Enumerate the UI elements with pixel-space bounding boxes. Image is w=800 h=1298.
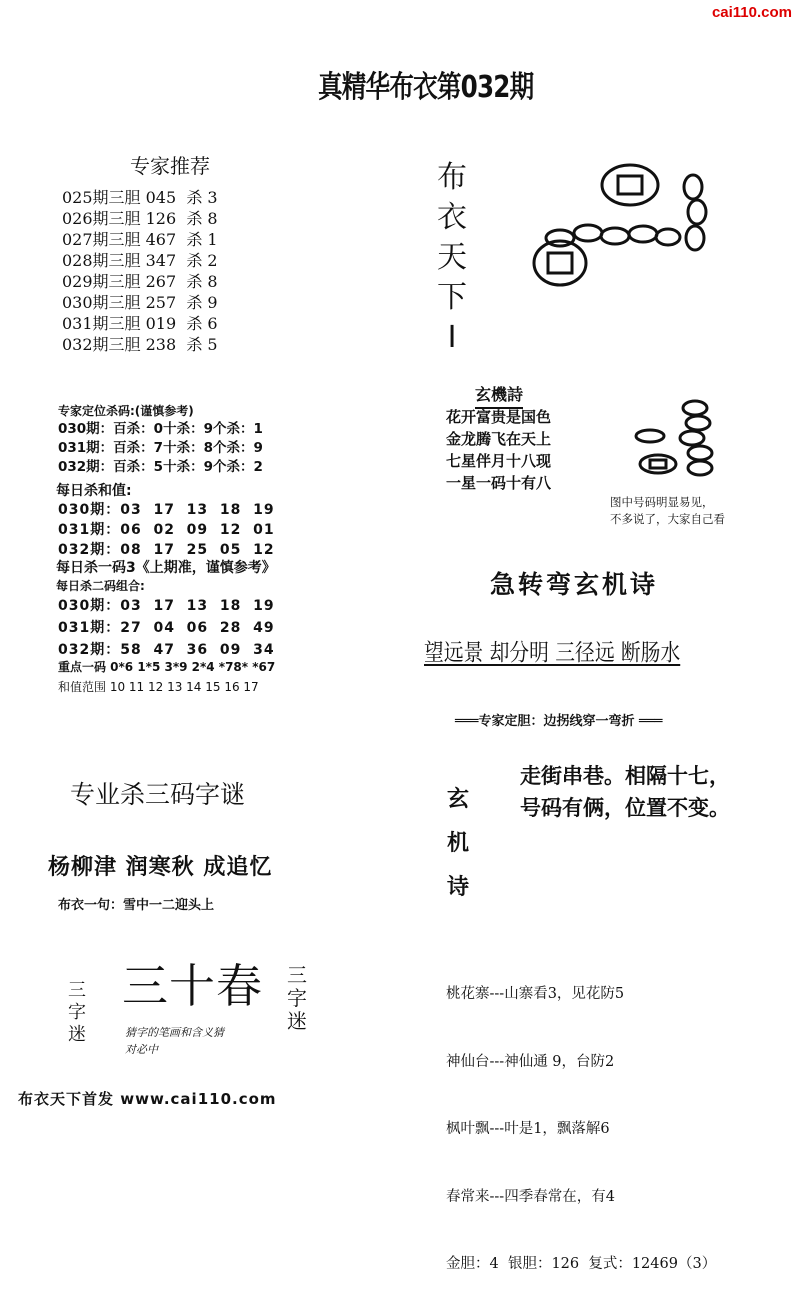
vertical-char: 机 <box>446 831 469 856</box>
note-line: 猜字的笔画和含义猜 <box>125 1026 224 1039</box>
list-item: 枫叶飘---叶是1，飘落解6 <box>446 1121 610 1137</box>
sanzi-left <box>62 980 92 1046</box>
hezhi-list <box>58 500 275 560</box>
poem-line: 七星伴月十八现 <box>446 452 552 470</box>
list-item: 030期：03 17 13 18 19 <box>58 502 275 518</box>
page-title: 真精华布衣第032期 <box>318 70 534 105</box>
riddle-word: 三十春 <box>122 959 263 1013</box>
list-item: 031期：27 04 06 28 49 <box>58 620 275 636</box>
site-watermark: cai110.com <box>711 4 792 21</box>
vertical-char: 衣 <box>437 200 467 235</box>
pro-title: 专业杀三码字谜 <box>70 780 246 809</box>
erma-title: 每日杀二码组合: <box>56 579 145 593</box>
list-item: 031期三胆 019 杀 6 <box>62 314 218 333</box>
note-line: 不多说了，大家自己看 <box>610 512 725 526</box>
vertical-char: 天 <box>437 240 467 275</box>
expert-title: 专家推荐 <box>130 154 210 178</box>
list-item: 032期：58 47 36 09 34 <box>58 642 275 658</box>
hezhi-range: 和值范围 10 11 12 13 14 15 16 17 <box>58 680 259 694</box>
list-item: 030期三胆 257 杀 9 <box>62 293 218 312</box>
list-item: 神仙台---神仙通 9，台防2 <box>446 1053 615 1070</box>
list-item: 032期三胆 238 杀 5 <box>62 335 218 354</box>
vertical-char: 布 <box>437 160 467 195</box>
text-line: 走街串巷。相隔十七， <box>520 764 730 788</box>
dingwei-list <box>58 420 263 477</box>
vertical-char: 玄 <box>446 787 469 812</box>
coins-stack-illustration <box>630 398 740 480</box>
vertical-char: I <box>447 320 457 355</box>
list-item: 031期：06 02 09 12 01 <box>58 522 275 538</box>
xuanjishi-text <box>520 760 730 824</box>
buyi-vertical <box>432 158 472 358</box>
list-item: 030期：03 17 13 18 19 <box>58 598 275 614</box>
riddle-note <box>125 1024 224 1058</box>
xuanji-note <box>610 494 725 528</box>
poem-line: 金龙腾飞在天上 <box>446 430 552 448</box>
note-line: 对必中 <box>125 1043 158 1056</box>
wang-line: 望远景 却分明 三径远 断肠水 <box>424 640 681 666</box>
list-item: 030期：百杀：0十杀：9个杀：1 <box>58 421 263 437</box>
dingwei-title: 专家定位杀码:(谨慎参考) <box>58 404 194 418</box>
vertical-char: 迷 <box>287 1009 307 1033</box>
list-item: 029期三胆 267 杀 8 <box>62 272 218 291</box>
list-item: 031期：百杀：7十杀：8个杀：9 <box>58 440 263 456</box>
list-item: 027期三胆 467 杀 1 <box>62 230 218 249</box>
vertical-char: 下 <box>437 280 467 315</box>
erma-list <box>58 595 275 661</box>
buyi-sentence: 布衣一句：雪中一二迎头上 <box>58 898 215 913</box>
hints-list <box>446 938 716 1298</box>
xuanji-title: 玄機詩 <box>475 382 523 409</box>
vertical-char: 迷 <box>68 1024 86 1045</box>
list-item: 026期三胆 126 杀 8 <box>62 209 218 228</box>
list-item: 春常来---四季春常在，有4 <box>446 1188 615 1205</box>
list-item: 025期三胆 045 杀 3 <box>62 188 218 207</box>
note-line: 图中号码明显易见， <box>610 495 714 509</box>
list-item: 桃花寨---山寨看3，见花防5 <box>446 986 625 1002</box>
vertical-char: 三 <box>287 963 307 987</box>
vertical-char: 字 <box>68 1002 86 1023</box>
list-item: 028期三胆 347 杀 2 <box>62 251 218 270</box>
coins-illustration <box>530 160 730 300</box>
poem-line: 花开富贵是国色 <box>446 408 552 426</box>
names-line: 杨柳津 润寒秋 成追忆 <box>48 855 273 880</box>
vertical-char: 诗 <box>446 875 469 900</box>
footer-text: 布衣天下首发 www.cai110.com <box>18 1090 277 1108</box>
sanzi-right <box>282 964 312 1033</box>
list-item: 032期：08 17 25 05 12 <box>58 542 275 558</box>
text-line: 号码有俩，位置不变。 <box>520 796 730 820</box>
jizhuan-title: 急转弯玄机诗 <box>490 570 659 599</box>
xuanjishi-vertical <box>440 778 476 910</box>
shayima-line: 每日杀一码3《上期准，谨慎参考》 <box>56 560 276 576</box>
xuanji-poem <box>446 406 551 494</box>
hezhi-title: 每日杀和值: <box>56 483 132 499</box>
vertical-char: 字 <box>287 986 307 1010</box>
vertical-char: 三 <box>68 980 86 1001</box>
zhongdian-line: 重点一码 0*6 1*5 3*9 2*4 *78* *67 <box>58 660 276 674</box>
poem-line: 一星一码十有八 <box>446 474 552 492</box>
expert-list <box>62 187 218 355</box>
dingdan-line: ═══专家定胆：边拐线穿一弯折 ═══ <box>455 714 663 729</box>
list-item: 金胆：4 银胆：126 复式：12469（3） <box>446 1256 717 1272</box>
list-item: 032期：百杀：5十杀：9个杀：2 <box>58 459 263 475</box>
